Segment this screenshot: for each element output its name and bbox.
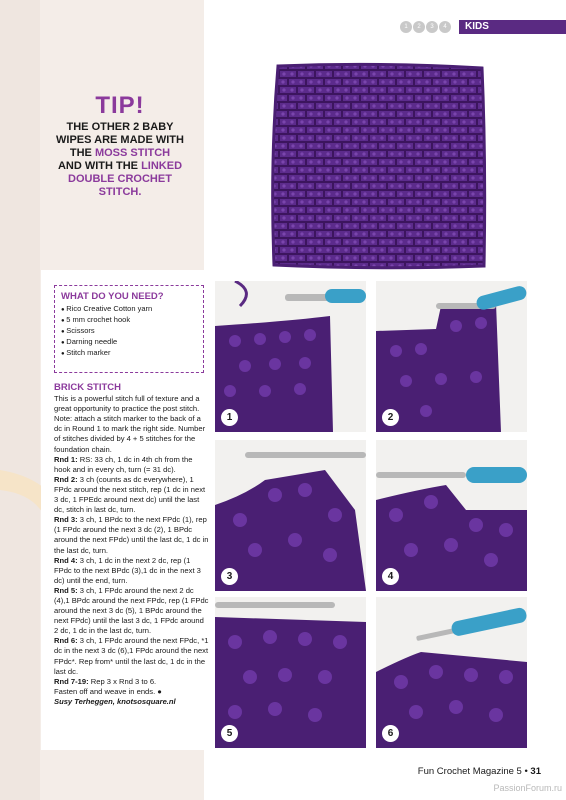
round-label: Rnd 2:: [54, 474, 78, 484]
step-photo-2: [376, 281, 527, 432]
round-text: 3 ch, 1 BPdc to the next FPdc (1), rep (1 FPdc around the next 3 dc (2), 1 BPdc around the next FPdc) until the last dc, 1 dc in the last dc, turn.: [54, 515, 209, 555]
level-dot: 2: [413, 21, 425, 33]
round-label: Rnd 6:: [54, 636, 78, 646]
tip-text: [40, 121, 200, 199]
list-item: ● 5 mm crochet hook: [61, 315, 197, 326]
step-photo-3: [215, 440, 366, 591]
photo-image: [215, 597, 366, 748]
photo-image: [215, 440, 366, 591]
page-footer: [418, 766, 541, 777]
watermark: PassionForum.ru: [493, 783, 562, 793]
materials-list: [61, 304, 197, 359]
pattern-title: BRICK STITCH: [54, 382, 122, 393]
step-photo-5: [215, 597, 366, 748]
footer-bullet: •: [524, 766, 528, 777]
round-text: 3 ch, 1 FPdc around the next FPdc, *1 dc in the next 3 dc (6),1 FPdc around the next FPdc*. Rep from* until the last dc, 1 dc in the last dc.: [54, 636, 209, 676]
list-item: ● Stitch marker: [61, 348, 197, 359]
round-text: RS: 33 ch, 1 dc in 4th ch from the hook and in every ch, turn (= 31 dc).: [54, 454, 193, 474]
step-number: 3: [221, 568, 238, 585]
round-text: Rep 3 x Rnd 3 to 6.: [90, 676, 157, 686]
step-number: 6: [382, 725, 399, 742]
list-item: ● Scissors: [61, 326, 197, 337]
tip-line: WIPES ARE MADE WITH: [56, 134, 184, 146]
round-label: Rnd 5:: [54, 585, 78, 595]
tip-text-fragment: AND WITH THE: [57, 160, 142, 172]
tip-line: [40, 160, 200, 173]
page-number: 31: [530, 766, 541, 777]
tip-highlight: STITCH.: [98, 186, 142, 198]
round-label: Rnd 1:: [54, 454, 78, 464]
tip-text-fragment: THE: [69, 147, 95, 159]
round-label: Rnd 3:: [54, 515, 78, 525]
left-strip: [0, 0, 40, 800]
photo-image: [376, 281, 527, 432]
designer-credit: Susy Terheggen, knotsosquare.nl: [54, 696, 176, 706]
round-step: [54, 677, 210, 687]
round-text: 3 ch (counts as dc everywhere), 1 FPdc around the next stitch, rep (1 dc in next 3 dc, 1 FPEdc around next dc) until the last dc, stitch in last dc, turn.: [54, 474, 206, 515]
tip-line: THE OTHER 2 BABY: [66, 121, 174, 133]
round-step: [54, 475, 210, 515]
round-step: [54, 556, 210, 586]
level-dot: 1: [400, 21, 412, 33]
list-item: ● Darning needle: [61, 337, 197, 348]
step-number: 2: [382, 409, 399, 426]
list-item: ● Rico Creative Cotton yarn: [61, 304, 197, 315]
step-photo-4: [376, 440, 527, 591]
magazine-name: Fun Crochet Magazine 5: [417, 766, 522, 777]
tip-line: [40, 147, 200, 160]
tip-title: TIP!: [95, 92, 145, 119]
photo-image: [215, 281, 366, 432]
round-label: Rnd 7-19:: [54, 676, 89, 686]
level-dot: 4: [439, 21, 451, 33]
crochet-swatch-image: [270, 62, 488, 270]
round-label: Rnd 4:: [54, 555, 78, 565]
section-label: KIDS: [459, 20, 566, 34]
pattern-outro: Fasten off and weave in ends. ●: [54, 686, 162, 696]
round-step: [54, 636, 210, 676]
difficulty-dots: [400, 20, 452, 34]
tip-highlight: MOSS STITCH: [94, 147, 171, 159]
materials-box: [54, 285, 204, 373]
step-number: 5: [221, 725, 238, 742]
step-photo-6: [376, 597, 527, 748]
photo-image: [376, 440, 527, 591]
round-step: [54, 455, 210, 475]
materials-title: WHAT DO YOU NEED?: [61, 291, 164, 302]
step-number: 1: [221, 409, 238, 426]
round-step: [54, 586, 210, 636]
tip-box: [40, 92, 200, 199]
tip-highlight: LINKED: [141, 160, 183, 172]
round-step: [54, 515, 210, 555]
step-photo-1: [215, 281, 366, 432]
level-dot: 3: [426, 21, 438, 33]
pattern-intro: This is a powerful stitch full of texture and a great opportunity to practice the post stitch. Note: attach a stitch marker to the back of a dc in Round 1 to mark the right side. Number of stitches divided by 4 + 5 stitches for the foundation chain.: [54, 394, 206, 454]
round-text: 3 ch, 1 FPdc around the next 2 dc (4),1 BPdc around the next FPdc, rep (1 FPdc around the next 3 dc (5), 1 BPdc around the next FPdc) until the last 3 dc, 1 FPdc around 2 dc, 1 dc in the last dc, turn.: [54, 585, 209, 636]
round-text: 3 ch, 1 dc in the next 2 dc, rep (1 FPdc to the next BPdc (3),1 dc in the next 3 dc) until the end, turn.: [54, 555, 201, 585]
pattern-instructions: [54, 383, 210, 707]
tip-highlight: DOUBLE CROCHET: [68, 173, 172, 185]
photo-image: [376, 597, 527, 748]
step-number: 4: [382, 568, 399, 585]
